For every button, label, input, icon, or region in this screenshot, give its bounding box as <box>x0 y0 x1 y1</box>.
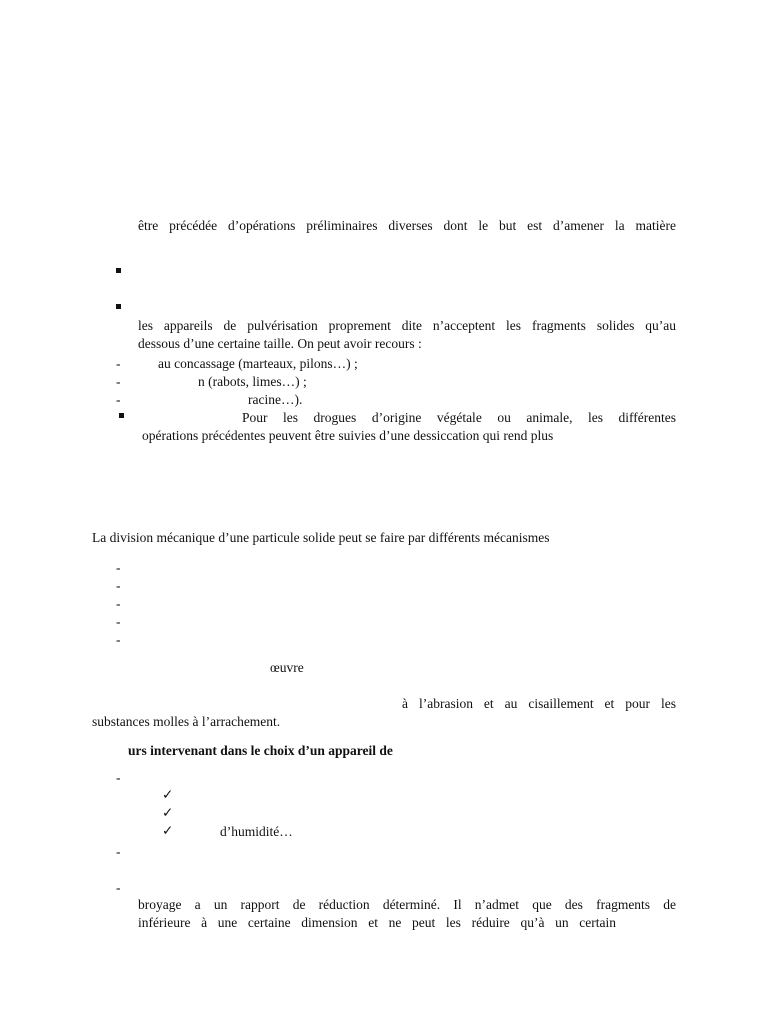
paragraph-line: La division mécanique d’une particule solide peut se faire par différents mécanismes <box>92 530 550 545</box>
dash-bullet: - <box>116 560 121 575</box>
paragraph-line: inférieure à une certaine dimension et ne peut les réduire qu’à un certain <box>138 915 616 930</box>
dash-bullet: - <box>116 578 121 593</box>
dash-bullet: - <box>116 356 121 371</box>
square-bullet-icon <box>116 268 121 273</box>
paragraph-line: dessous d’une certaine taille. On peut avoir recours : <box>138 336 422 351</box>
paragraph-line: être précédée d’opérations préliminaires diverses dont le but est d’amener la matière <box>138 218 676 233</box>
dash-bullet: - <box>116 392 121 407</box>
check-icon: ✓ <box>162 805 174 820</box>
dash-bullet: - <box>116 374 121 389</box>
paragraph-line: substances molles à l’arrachement. <box>92 714 281 729</box>
check-icon: ✓ <box>162 823 174 838</box>
check-icon: ✓ <box>162 787 174 802</box>
list-item: n (rabots, limes…) ; <box>198 374 307 389</box>
dash-bullet: - <box>116 880 121 895</box>
dash-bullet: - <box>116 632 121 647</box>
paragraph-line: opérations précédentes peuvent être suivies d’une dessiccation qui rend plus <box>142 428 554 443</box>
paragraph-fragment: œuvre <box>270 660 304 675</box>
dash-bullet: - <box>116 770 121 785</box>
list-item: au concassage (marteaux, pilons…) ; <box>158 356 358 371</box>
square-bullet-icon <box>116 304 121 309</box>
section-heading: urs intervenant dans le choix d’un appareil de <box>128 743 393 758</box>
dash-bullet: - <box>116 844 121 859</box>
square-bullet-icon <box>119 413 124 418</box>
paragraph-line: à l’abrasion et au cisaillement et pour les <box>402 696 676 711</box>
list-item: d’humidité… <box>220 824 293 839</box>
dash-bullet: - <box>116 596 121 611</box>
paragraph-line: Pour les drogues d’origine végétale ou animale, les différentes <box>242 410 676 425</box>
list-item: racine…). <box>248 392 303 407</box>
paragraph-line: les appareils de pulvérisation proprement dite n’acceptent les fragments solides qu’au <box>138 318 676 333</box>
paragraph-line: broyage a un rapport de réduction déterminé. Il n’admet que des fragments de <box>138 897 676 912</box>
dash-bullet: - <box>116 614 121 629</box>
